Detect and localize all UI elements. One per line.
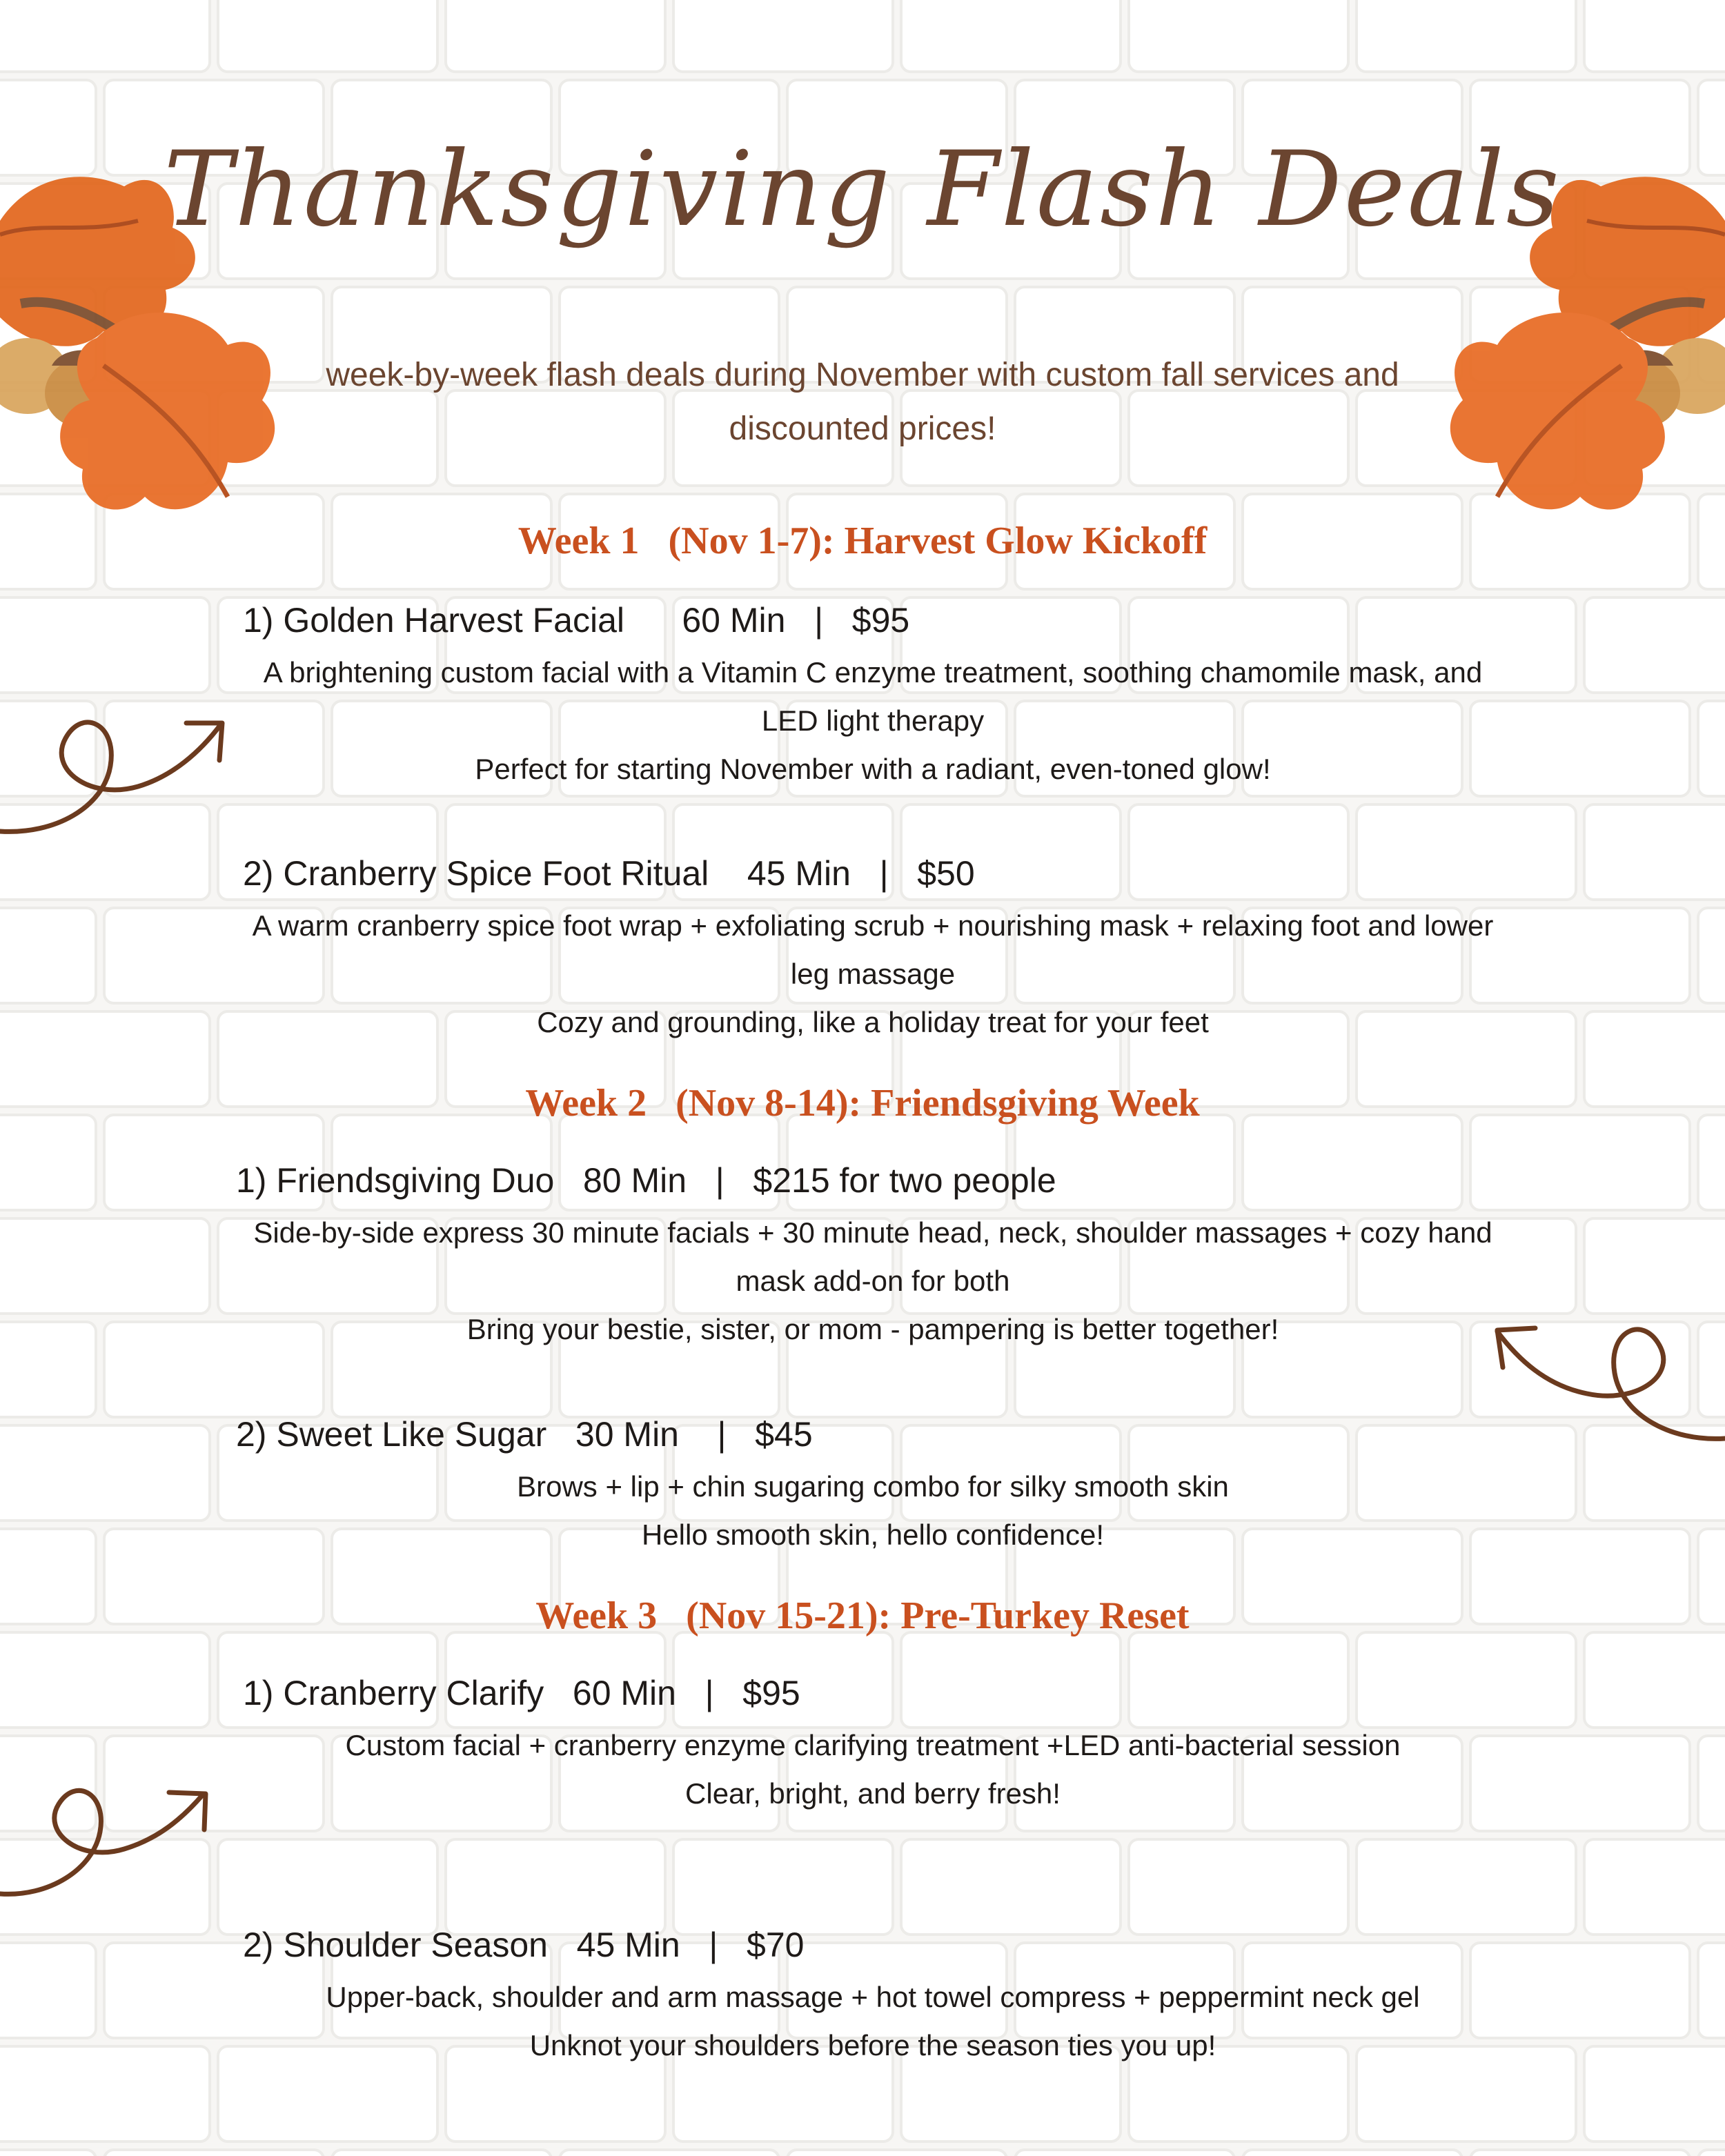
brick (104, 2150, 324, 2156)
brick (560, 2150, 779, 2156)
brick (1470, 2150, 1690, 2156)
service-headline: 1) Friendsgiving Duo 80 Min | $215 for two people (236, 1161, 1056, 1200)
curly-arrow-icon (0, 1766, 221, 1904)
brick (901, 0, 1121, 72)
brick (1015, 2150, 1234, 2156)
service-description: A brightening custom facial with a Vitamin C enzyme treatment, soothing chamomile mask, and LED light therapy (263, 656, 1483, 737)
brick (0, 1115, 96, 1210)
service-description: Side-by-side express 30 minute facials + 30 minute head, neck, shoulder massages + cozy hand mask add-on for both (253, 1216, 1492, 1297)
brick (1698, 1736, 1725, 1831)
brick (787, 2150, 1007, 2156)
service-tagline: Perfect for starting November with a radiant, even-toned glow! (475, 753, 1271, 785)
curly-arrow-icon (0, 697, 241, 842)
brick (0, 1632, 210, 1728)
brick (332, 2150, 551, 2156)
brick (1584, 1632, 1725, 1728)
service-headline: 2) Cranberry Spice Foot Ritual 45 Min | $50 (243, 854, 975, 893)
brick (1357, 1839, 1576, 1935)
brick (1698, 701, 1725, 796)
service-description: A warm cranberry spice foot wrap + exfoliating scrub + nourishing mask + relaxing foot and lower leg massage (252, 909, 1494, 990)
brick (1698, 908, 1725, 1003)
brick (446, 1839, 665, 1935)
brick (673, 0, 893, 72)
brick (1698, 2150, 1725, 2156)
brick (1357, 0, 1576, 72)
brick (1584, 0, 1725, 72)
brick (1357, 804, 1576, 900)
service-details (241, 1209, 1504, 1354)
brick (1470, 1115, 1690, 1210)
service-details (241, 649, 1504, 793)
service-tagline: Cozy and grounding, like a holiday treat for your feet (537, 1006, 1209, 1038)
service-description: Upper-back, shoulder and arm massage + hot towel compress + peppermint neck gel (326, 1981, 1420, 2013)
service-details (241, 902, 1504, 1047)
service-description: Custom facial + cranberry enzyme clarifying treatment +LED anti-bacterial session (345, 1729, 1401, 1761)
curly-arrow-icon (1470, 1290, 1725, 1449)
brick (218, 0, 437, 72)
service-details (241, 1973, 1504, 2070)
brick (1129, 804, 1348, 900)
brick (0, 597, 210, 693)
brick (673, 1839, 893, 1935)
week-1-heading: Week 1 (Nov 1-7): Harvest Glow Kickoff (518, 520, 1208, 562)
brick (1129, 0, 1348, 72)
service-details (241, 1721, 1504, 1818)
brick (0, 1218, 210, 1314)
week-3-heading: Week 3 (Nov 15-21): Pre-Turkey Reset (535, 1594, 1190, 1637)
brick (1243, 2150, 1462, 2156)
week-2-heading: Week 2 (Nov 8-14): Friendsgiving Week (525, 1082, 1200, 1125)
page-subtitle: week-by-week flash deals during November with custom fall services and discounted prices! (326, 357, 1399, 447)
brick (0, 908, 96, 1003)
brick (901, 1632, 1121, 1728)
brick (0, 0, 210, 72)
brick (901, 1839, 1121, 1935)
service-headline: 2) Shoulder Season 45 Min | $70 (243, 1926, 805, 1964)
brick (0, 1425, 210, 1521)
brick (1129, 1632, 1348, 1728)
brick (1243, 1115, 1462, 1210)
service-tagline: Bring your bestie, sister, or mom - pampering is better together! (466, 1313, 1279, 1345)
brick (1584, 597, 1725, 693)
brick (1584, 1839, 1725, 1935)
brick (1698, 1943, 1725, 2038)
service-tagline: Clear, bright, and berry fresh! (685, 1777, 1061, 1810)
service-description: Brows + lip + chin sugaring combo for silky smooth skin (517, 1470, 1229, 1503)
brick (1357, 1632, 1576, 1728)
service-headline: 1) Golden Harvest Facial 60 Min | $95 (243, 601, 910, 640)
brick (0, 1943, 96, 2038)
brick (446, 0, 665, 72)
brick (1129, 1839, 1348, 1935)
brick (0, 2150, 96, 2156)
brick (0, 1322, 96, 1417)
brick (1698, 1115, 1725, 1210)
service-headline: 2) Sweet Like Sugar 30 Min | $45 (236, 1415, 813, 1454)
brick (1584, 2046, 1725, 2142)
page-title: Thanksgiving Flash Deals (164, 130, 1561, 250)
service-details (241, 1463, 1504, 1559)
service-tagline: Hello smooth skin, hello confidence! (641, 1519, 1105, 1551)
service-headline: 1) Cranberry Clarify 60 Min | $95 (243, 1674, 800, 1712)
brick (0, 2046, 210, 2142)
brick (218, 1839, 437, 1935)
service-tagline: Unknot your shoulders before the season ties you up! (529, 2029, 1216, 2061)
brick (1584, 804, 1725, 900)
